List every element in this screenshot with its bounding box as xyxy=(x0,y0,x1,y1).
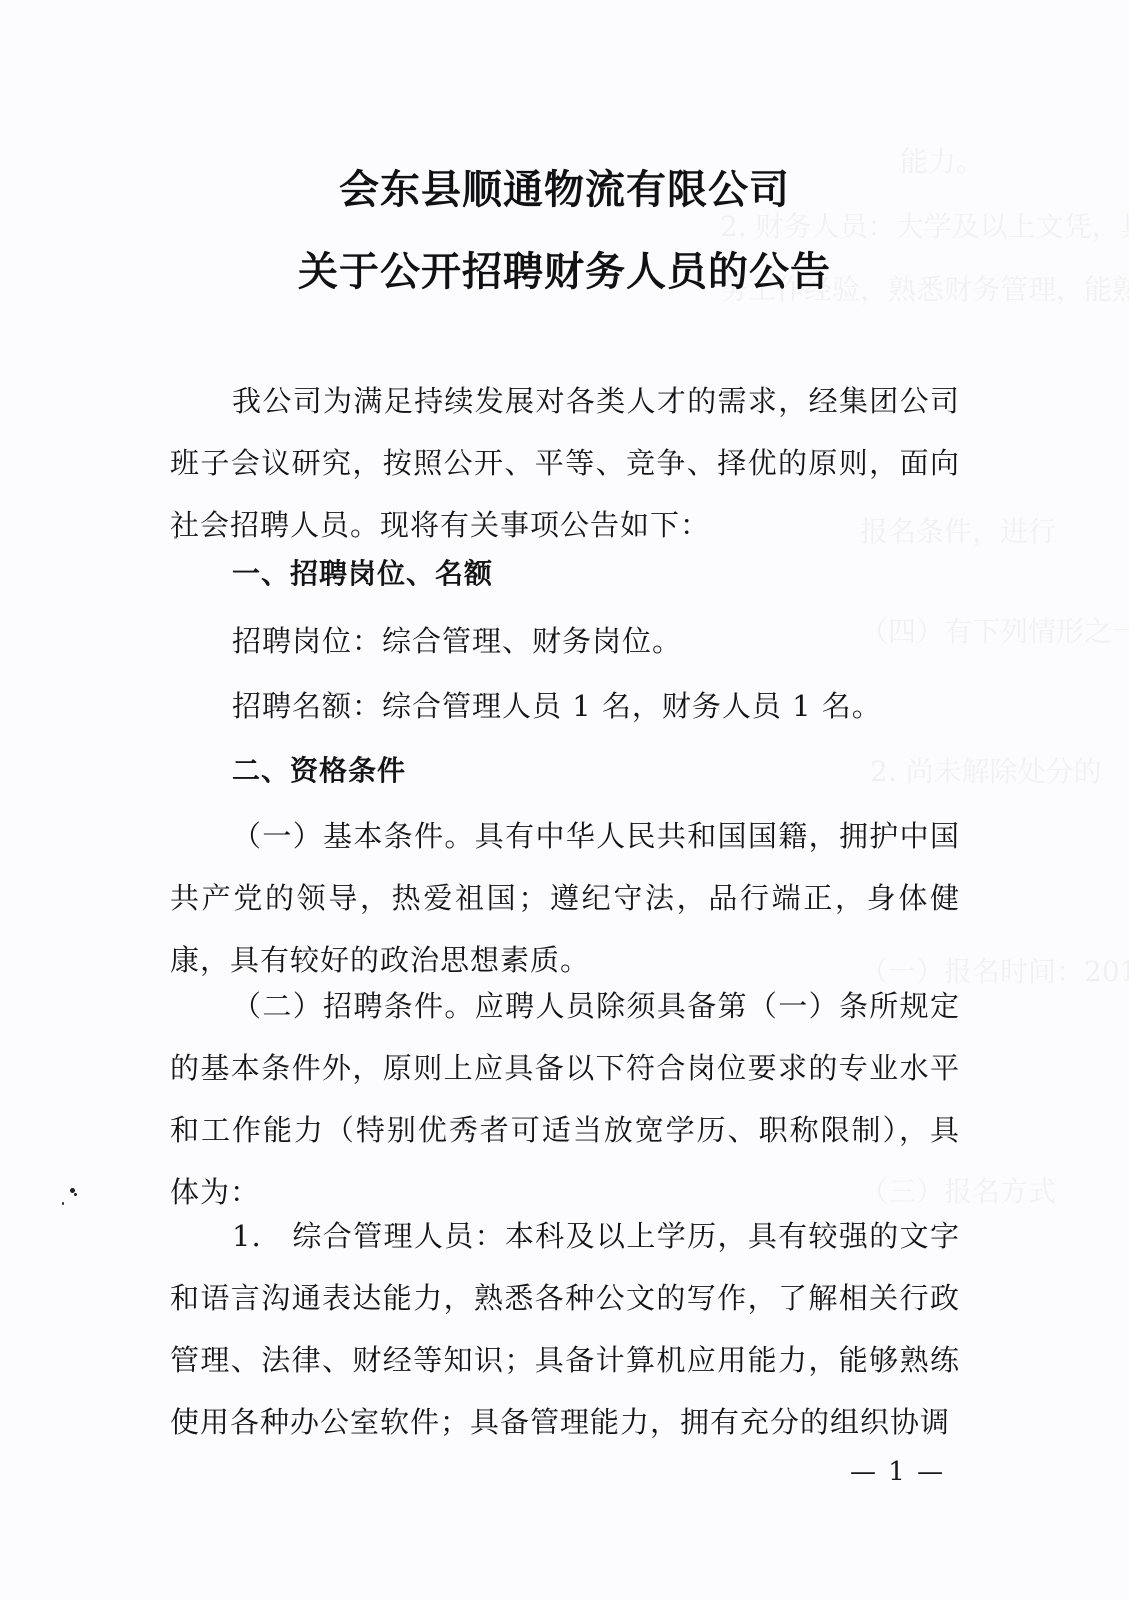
intro-paragraph: 我公司为满足持续发展对各类人才的需求，经集团公司班子会议研究，按照公开、平等、竞争、择优的原则，面向社会招聘人员。现将有关事项公告如下： xyxy=(170,384,960,542)
recruitment-conditions-paragraph: （二）招聘条件。应聘人员除须具备第（一）条所规定的基本条件外，原则上应具备以下符合岗位要求的专业水平和工作能力（特别优秀者可适当放宽学历、职称限制），具体为： xyxy=(170,989,960,1209)
page-number: — 1 — xyxy=(850,1457,946,1487)
section2-heading: 二、资格条件 xyxy=(232,754,407,787)
document-title-line2: 关于公开招聘财务人员的公告 xyxy=(298,248,831,295)
item-general-manager: 1. 综合管理人员：本科及以上学历，具有较强的文字和语言沟通表达能力，熟悉各种公文的写作，了解相关行政管理、法律、财经等知识；具备计算机应用能力，能够熟练使用各种办公室软件；具备管理能力，拥有充分的组织协调 xyxy=(170,1219,960,1439)
scan-speck xyxy=(74,1193,77,1196)
basic-conditions-paragraph: （一）基本条件。具有中华人民共和国国籍，拥护中国共产党的领导，热爱祖国；遵纪守法，品行端正，身体健康，具有较好的政治思想素质。 xyxy=(170,819,960,977)
section1-heading: 一、招聘岗位、名额 xyxy=(232,557,494,590)
recruitment-quota: 招聘名额：综合管理人员 1 名，财务人员 1 名。 xyxy=(232,689,882,723)
recruitment-positions: 招聘岗位：综合管理、财务岗位。 xyxy=(232,624,683,658)
scan-speck xyxy=(62,1202,64,1205)
document-title-line1: 会东县顺通物流有限公司 xyxy=(339,166,790,213)
